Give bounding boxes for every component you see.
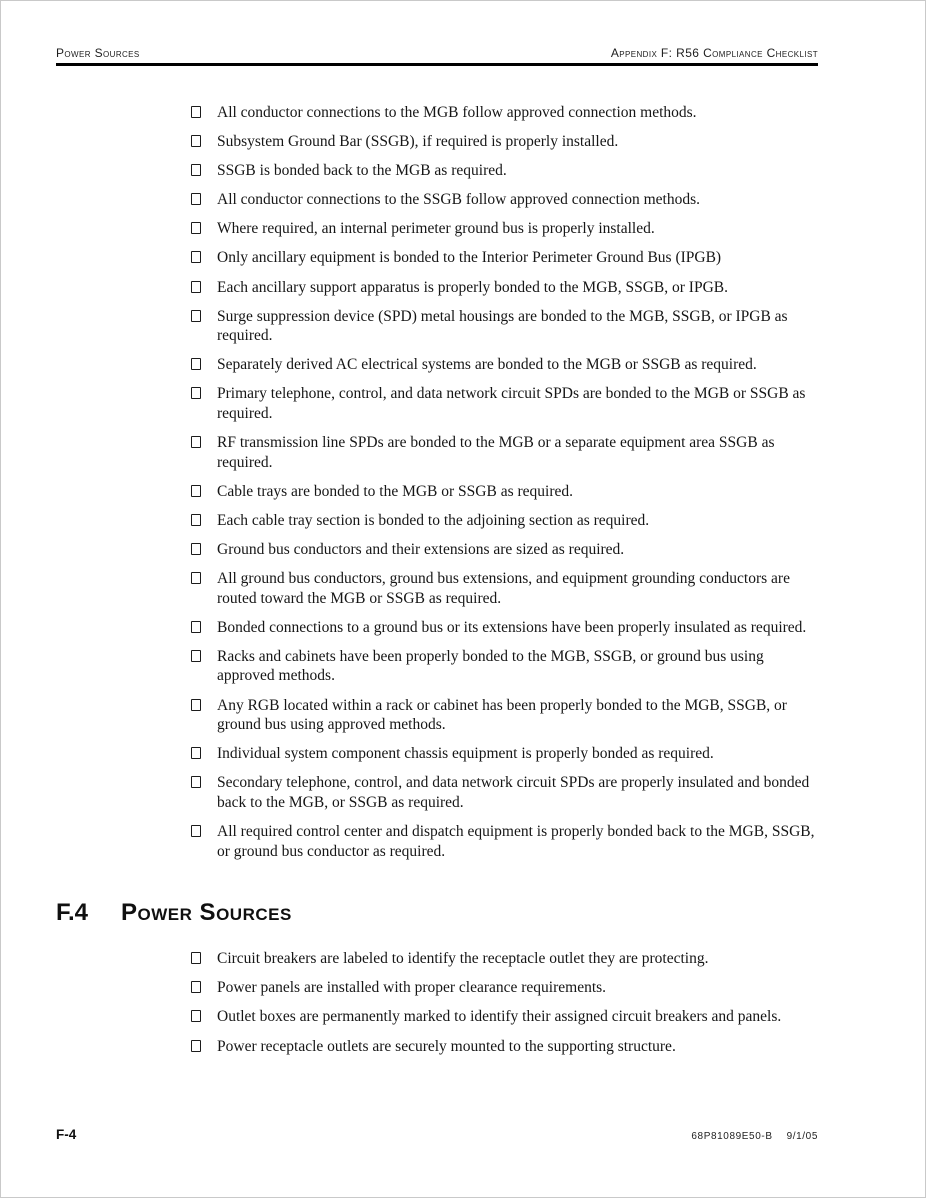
checklist-item-text: All conductor connections to the SSGB follow approved connection methods. (217, 191, 700, 209)
checkbox-icon (191, 106, 201, 118)
footer-doc-info (691, 1131, 818, 1142)
page-header (56, 46, 818, 60)
checklist-item-text: Any RGB located within a rack or cabinet has been properly bonded to the MGB, SSGB, or ground bus using approved methods. (217, 696, 787, 734)
checkbox-icon (191, 193, 201, 205)
checklist-item-text: Only ancillary equipment is bonded to the Interior Perimeter Ground Bus (IPGB) (217, 249, 722, 267)
checkbox-icon (191, 485, 201, 497)
checkbox-icon (191, 436, 201, 448)
checkbox-icon (191, 1010, 201, 1022)
checkbox-icon (191, 135, 201, 147)
checklist-item-text: Secondary telephone, control, and data network circuit SPDs are properly insulated and bonded back to the MGB, or SSGB as required. (217, 774, 810, 811)
checklist-item-text: Primary telephone, control, and data network circuit SPDs are bonded to the MGB or SSGB as required. (217, 385, 806, 423)
checkbox-icon (191, 164, 201, 176)
checklist-item (191, 161, 818, 181)
section-title: Power Sources (121, 899, 292, 927)
checklist-item (191, 744, 818, 764)
page-footer (56, 1127, 818, 1142)
checklist-item-text: SSGB is bonded back to the MGB as required. (217, 162, 507, 180)
page-number: F-4 (56, 1127, 77, 1142)
checklist-item (191, 278, 818, 298)
checklist-item-text: Each ancillary support apparatus is properly bonded to the MGB, SSGB, or IPGB. (217, 278, 728, 296)
header-rule (56, 63, 818, 66)
checkbox-icon (191, 543, 201, 555)
checklist-item-text: Bonded connections to a ground bus or its extensions have been properly insulated as required. (217, 618, 807, 636)
checklist-item-text: Power receptacle outlets are securely mounted to the supporting structure. (217, 1037, 676, 1055)
checkbox-icon (191, 387, 201, 399)
checklist-item-text: Surge suppression device (SPD) metal housings are bonded to the MGB, SSGB, or IPGB as required. (217, 307, 788, 345)
checkbox-icon (191, 952, 201, 964)
checkbox-icon (191, 776, 201, 788)
checkbox-icon (191, 310, 201, 322)
checklist-item (191, 355, 818, 375)
checklist-item-text: Ground bus conductors and their extensions are sized as required. (217, 541, 625, 558)
checklist-item (191, 511, 818, 531)
checklist-item (191, 219, 818, 239)
checklist-item (191, 307, 818, 346)
checklist-item-text: Individual system component chassis equipment is properly bonded as required. (217, 745, 714, 763)
checklist-item-text: RF transmission line SPDs are bonded to the MGB or a separate equipment area SSGB as required. (217, 434, 775, 471)
checklist-item-text: Separately derived AC electrical systems are bonded to the MGB or SSGB as required. (217, 356, 757, 374)
page-content (56, 103, 818, 1066)
checkbox-icon (191, 650, 201, 662)
checklist-item-text: Racks and cabinets have been properly bonded to the MGB, SSGB, or ground bus using approved methods. (217, 647, 764, 685)
checklist-item (191, 384, 818, 423)
compliance-checklist-top (56, 103, 818, 861)
checkbox-icon (191, 572, 201, 584)
checklist-item-text: Outlet boxes are permanently marked to identify their assigned circuit breakers and panels. (217, 1008, 782, 1026)
checklist-item-text: All required control center and dispatch equipment is properly bonded back to the MGB, SSGB, or ground bus conductor as required. (217, 823, 815, 860)
checklist-item-text: All ground bus conductors, ground bus extensions, and equipment grounding conductors are routed toward the MGB or SSGB as required. (217, 570, 790, 607)
checkbox-icon (191, 514, 201, 526)
checklist-item (191, 618, 818, 638)
checklist-item (191, 822, 818, 861)
checkbox-icon (191, 981, 201, 993)
checklist-item (191, 696, 818, 735)
checklist-item (191, 540, 818, 560)
checklist-item (191, 978, 818, 998)
checklist-item (191, 132, 818, 152)
header-right-title: Appendix F: R56 Compliance Checklist (610, 46, 818, 60)
checklist-item (191, 647, 818, 686)
checklist-item (191, 569, 818, 608)
checkbox-icon (191, 621, 201, 633)
checklist-item-text: Power panels are installed with proper clearance requirements. (217, 979, 607, 997)
checklist-item (191, 482, 818, 502)
checklist-item-text: Cable trays are bonded to the MGB or SSGB as required. (217, 482, 574, 500)
checklist-item-text: Each cable tray section is bonded to the adjoining section as required. (217, 511, 650, 529)
checklist-item (191, 949, 818, 969)
checkbox-icon (191, 281, 201, 293)
checklist-item (191, 1007, 818, 1027)
checklist-item (191, 248, 818, 268)
doc-date: 9/1/05 (786, 1131, 818, 1142)
checklist-item-text: Subsystem Ground Bar (SSGB), if required is properly installed. (217, 133, 619, 151)
checkbox-icon (191, 251, 201, 263)
checkbox-icon (191, 747, 201, 759)
checklist-item (191, 103, 818, 123)
checkbox-icon (191, 699, 201, 711)
section-heading (56, 891, 818, 928)
doc-number: 68P81089E50-B (691, 1131, 773, 1142)
checkbox-icon (191, 358, 201, 370)
checklist-item-text: Circuit breakers are labeled to identify the receptacle outlet they are protecting. (217, 950, 709, 968)
checkbox-icon (191, 825, 201, 837)
section-number: F.4 (56, 899, 89, 927)
compliance-checklist-power-sources (56, 949, 818, 1056)
checklist-item-text: Where required, an internal perimeter ground bus is properly installed. (217, 220, 655, 238)
checklist-item (191, 1037, 818, 1057)
checklist-item (191, 433, 818, 472)
header-left-title: Power Sources (56, 46, 140, 60)
checklist-item (191, 773, 818, 812)
checkbox-icon (191, 222, 201, 234)
checkbox-icon (191, 1040, 201, 1052)
checklist-item (191, 190, 818, 210)
checklist-item-text: All conductor connections to the MGB follow approved connection methods. (217, 104, 697, 121)
